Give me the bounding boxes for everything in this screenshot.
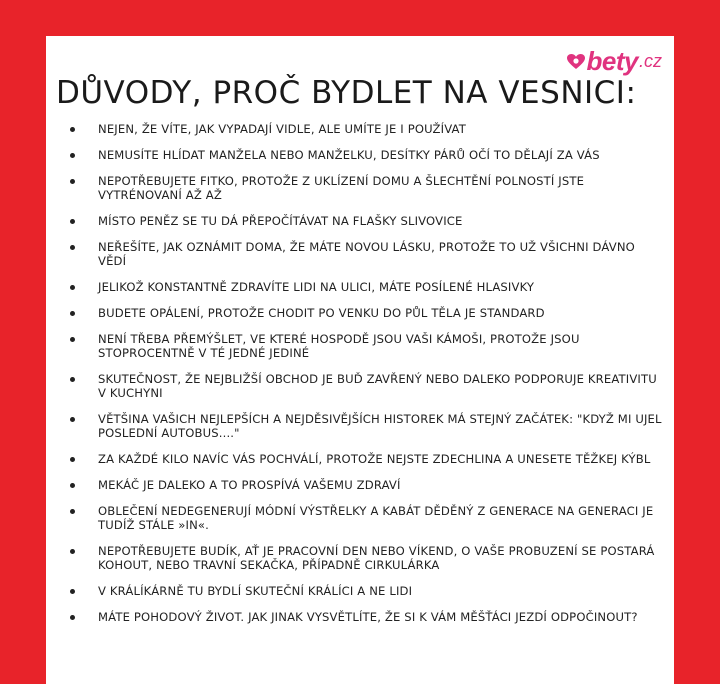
- list-item: [64, 372, 662, 400]
- bullet-icon: [70, 509, 75, 514]
- bullet-icon: [70, 179, 75, 184]
- list-item: [64, 412, 662, 440]
- list-item: [64, 280, 662, 294]
- list-item: [64, 174, 662, 202]
- bullet-icon: [70, 285, 75, 290]
- list-item-text: MÍSTO PENĚZ SE TU DÁ PŘEPOČÍTÁVAT NA FLAŠKY SLIVOVICE: [98, 214, 463, 228]
- list-item-text: BUDETE OPÁLENÍ, PROTOŽE CHODIT PO VENKU DO PŮL TĚLA JE STANDARD: [98, 306, 545, 320]
- list-item: [64, 332, 662, 360]
- list-item-text: MÁTE POHODOVÝ ŽIVOT. JAK JINAK VYSVĚTLÍTE, ŽE SI K VÁM MĚŠŤÁCI JEZDÍ ODPOČINOUT?: [98, 610, 638, 624]
- list-item-text: V KRÁLÍKÁRNĚ TU BYDLÍ SKUTEČNÍ KRÁLÍCI A NE LIDI: [98, 584, 413, 598]
- bullet-icon: [70, 589, 75, 594]
- bullet-icon: [70, 311, 75, 316]
- bullet-icon: [70, 245, 75, 250]
- bullet-icon: [70, 615, 75, 620]
- bullet-icon: [70, 377, 75, 382]
- list-item-text: NEPOTŘEBUJETE FITKO, PROTOŽE Z UKLÍZENÍ DOMU A ŠLECHTĚNÍ POLNOSTÍ JSTE VYTRÉNOVANÍ AŽ AŽ: [98, 174, 585, 202]
- list-item-text: NENÍ TŘEBA PŘEMÝŠLET, VE KTERÉ HOSPODĚ JSOU VAŠI KÁMOŠI, PROTOŽE JSOU STOPROCENTNĚ V TÉ JEDNÉ JEDINÉ: [98, 332, 580, 360]
- page-title: DŮVODY, PROČ BYDLET NA VESNICI:: [56, 75, 637, 111]
- list-item-text: JELIKOŽ KONSTANTNĚ ZDRAVÍTE LIDI NA ULICI, MÁTE POSÍLENÉ HLASIVKY: [98, 280, 535, 294]
- reasons-list: [64, 122, 662, 636]
- list-item: [64, 478, 662, 492]
- list-item: [64, 610, 662, 624]
- list-item-text: NEŘEŠÍTE, JAK OZNÁMIT DOMA, ŽE MÁTE NOVOU LÁSKU, PROTOŽE TO UŽ VŠICHNI DÁVNO VĚDÍ: [98, 240, 635, 268]
- heart-icon: [567, 54, 585, 70]
- bullet-icon: [70, 337, 75, 342]
- list-item-text: NEJEN, ŽE VÍTE, JAK VYPADAJÍ VIDLE, ALE UMÍTE JE I POUŽÍVAT: [98, 122, 466, 136]
- list-item: [64, 452, 662, 466]
- list-item: [64, 544, 662, 572]
- list-item: [64, 306, 662, 320]
- bullet-icon: [70, 219, 75, 224]
- list-item: [64, 214, 662, 228]
- bullet-icon: [70, 417, 75, 422]
- list-item: [64, 122, 662, 136]
- list-item-text: NEPOTŘEBUJETE BUDÍK, AŤ JE PRACOVNÍ DEN NEBO VÍKEND, O VAŠE PROBUZENÍ SE POSTARÁ KOHOUT, NEBO TRAVNÍ SEKAČKA, PŘÍPADNĚ CIRKULÁRKA: [98, 544, 655, 572]
- list-item: [64, 504, 662, 532]
- list-item-text: ZA KAŽDÉ KILO NAVÍC VÁS POCHVÁLÍ, PROTOŽE NEJSTE ZDECHLINA A UNESETE TĚŽKEJ KÝBL: [98, 452, 651, 466]
- bullet-icon: [70, 549, 75, 554]
- list-item-text: MEKÁČ JE DALEKO A TO PROSPÍVÁ VAŠEMU ZDRAVÍ: [98, 478, 401, 492]
- list-item-text: NEMUSÍTE HLÍDAT MANŽELA NEBO MANŽELKU, DESÍTKY PÁRŮ OČÍ TO DĚLAJÍ ZA VÁS: [98, 148, 600, 162]
- logo-tld-text: .cz: [638, 51, 662, 71]
- content-card: [46, 36, 674, 684]
- bullet-icon: [70, 127, 75, 132]
- list-item-text: SKUTEČNOST, ŽE NEJBLIŽŠÍ OBCHOD JE BUĎ ZAVŘENÝ NEBO DALEKO PODPORUJE KREATIVITU V KUCHYNI: [98, 372, 657, 400]
- list-item-text: OBLEČENÍ NEDEGENERUJÍ MÓDNÍ VÝSTŘELKY A KABÁT DĚDĚNÝ Z GENERACE NA GENERACI JE TUDÍŽ STÁLE »IN«.: [98, 504, 654, 532]
- list-item-text: VĚTŠINA VAŠICH NEJLEPŠÍCH A NEJDĚSIVĚJŠÍCH HISTOREK MÁ STEJNÝ ZAČÁTEK: "KDYŽ MI UJEL POSLEDNÍ AUTOBUS....": [98, 412, 662, 440]
- list-item: [64, 584, 662, 598]
- logo-brand-text: bety: [586, 46, 638, 76]
- bullet-icon: [70, 483, 75, 488]
- list-item: [64, 148, 662, 162]
- bullet-icon: [70, 153, 75, 158]
- list-item: [64, 240, 662, 268]
- site-logo[interactable]: [567, 46, 662, 77]
- bullet-icon: [70, 457, 75, 462]
